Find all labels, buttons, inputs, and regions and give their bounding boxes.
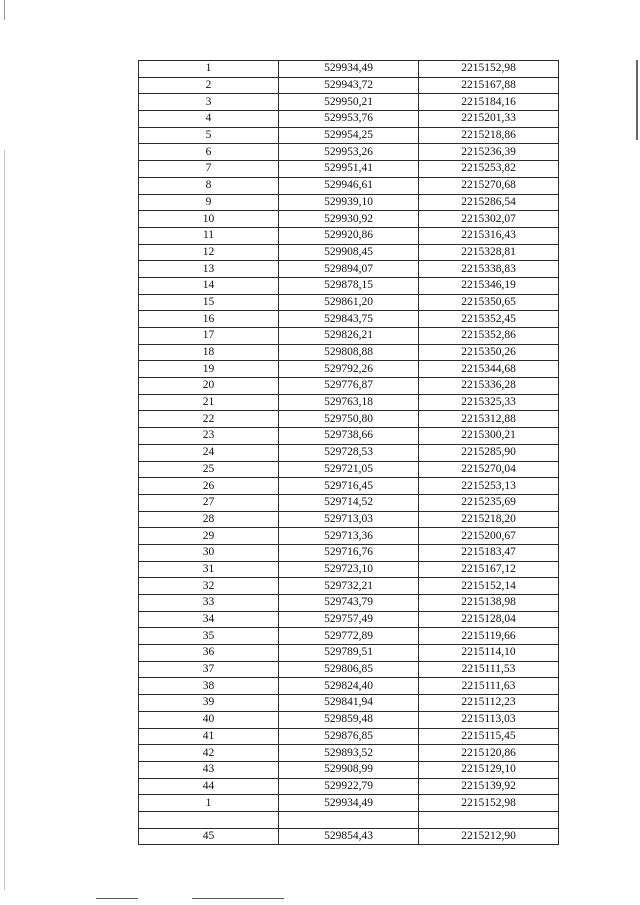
table-row bbox=[139, 177, 559, 194]
y-coordinate-cell: 2215338,83 bbox=[419, 261, 559, 278]
y-coordinate-cell: 2215119,66 bbox=[419, 628, 559, 645]
table-row bbox=[139, 461, 559, 478]
y-coordinate-cell: 2215138,98 bbox=[419, 595, 559, 612]
point-number-cell: 45 bbox=[139, 828, 279, 845]
empty-cell bbox=[279, 811, 419, 828]
table-row bbox=[139, 778, 559, 795]
point-number-cell: 5 bbox=[139, 127, 279, 144]
point-number-cell: 17 bbox=[139, 328, 279, 345]
point-number-cell: 16 bbox=[139, 311, 279, 328]
x-coordinate-cell: 529824,40 bbox=[279, 678, 419, 695]
y-coordinate-cell: 2215285,90 bbox=[419, 444, 559, 461]
point-number-cell: 40 bbox=[139, 711, 279, 728]
table-row bbox=[139, 378, 559, 395]
table-row bbox=[139, 311, 559, 328]
table-row bbox=[139, 544, 559, 561]
scan-edge-mark bbox=[4, 0, 5, 20]
empty-cell bbox=[419, 811, 559, 828]
point-number-cell: 37 bbox=[139, 661, 279, 678]
y-coordinate-cell: 2215128,04 bbox=[419, 611, 559, 628]
point-number-cell: 33 bbox=[139, 595, 279, 612]
y-coordinate-cell: 2215139,92 bbox=[419, 778, 559, 795]
y-coordinate-cell: 2215312,88 bbox=[419, 411, 559, 428]
x-coordinate-cell: 529713,03 bbox=[279, 511, 419, 528]
y-coordinate-cell: 2215325,33 bbox=[419, 394, 559, 411]
y-coordinate-cell: 2215120,86 bbox=[419, 745, 559, 762]
table-row bbox=[139, 428, 559, 445]
x-coordinate-cell: 529946,61 bbox=[279, 177, 419, 194]
y-coordinate-cell: 2215152,14 bbox=[419, 578, 559, 595]
table-row bbox=[139, 328, 559, 345]
y-coordinate-cell: 2215112,23 bbox=[419, 695, 559, 712]
signature-line bbox=[96, 898, 138, 899]
table-row bbox=[139, 711, 559, 728]
x-coordinate-cell: 529750,80 bbox=[279, 411, 419, 428]
table-row bbox=[139, 745, 559, 762]
x-coordinate-cell: 529808,88 bbox=[279, 344, 419, 361]
y-coordinate-cell: 2215352,45 bbox=[419, 311, 559, 328]
point-number-cell: 21 bbox=[139, 394, 279, 411]
table-row bbox=[139, 444, 559, 461]
table-row bbox=[139, 344, 559, 361]
table-row bbox=[139, 361, 559, 378]
x-coordinate-cell: 529716,76 bbox=[279, 544, 419, 561]
table-row bbox=[139, 578, 559, 595]
x-coordinate-cell: 529893,52 bbox=[279, 745, 419, 762]
point-number-cell: 31 bbox=[139, 561, 279, 578]
point-number-cell: 39 bbox=[139, 695, 279, 712]
point-number-cell: 28 bbox=[139, 511, 279, 528]
y-coordinate-cell: 2215167,88 bbox=[419, 77, 559, 94]
y-coordinate-cell: 2215212,90 bbox=[419, 828, 559, 845]
scan-edge-mark bbox=[636, 60, 638, 140]
table-row bbox=[139, 244, 559, 261]
table-row bbox=[139, 77, 559, 94]
table-row-empty bbox=[139, 811, 559, 828]
y-coordinate-cell: 2215336,28 bbox=[419, 378, 559, 395]
table-row bbox=[139, 194, 559, 211]
x-coordinate-cell: 529713,36 bbox=[279, 528, 419, 545]
table-row bbox=[139, 127, 559, 144]
table-row bbox=[139, 611, 559, 628]
x-coordinate-cell: 529714,52 bbox=[279, 494, 419, 511]
point-number-cell: 4 bbox=[139, 111, 279, 128]
point-number-cell: 41 bbox=[139, 728, 279, 745]
x-coordinate-cell: 529806,85 bbox=[279, 661, 419, 678]
point-number-cell: 14 bbox=[139, 277, 279, 294]
table-row bbox=[139, 394, 559, 411]
table-row bbox=[139, 61, 559, 78]
point-number-cell: 13 bbox=[139, 261, 279, 278]
table-row bbox=[139, 294, 559, 311]
point-number-cell: 42 bbox=[139, 745, 279, 762]
y-coordinate-cell: 2215350,65 bbox=[419, 294, 559, 311]
y-coordinate-cell: 2215270,68 bbox=[419, 177, 559, 194]
table-row bbox=[139, 411, 559, 428]
point-number-cell: 25 bbox=[139, 461, 279, 478]
point-number-cell: 23 bbox=[139, 428, 279, 445]
x-coordinate-cell: 529757,49 bbox=[279, 611, 419, 628]
table-row bbox=[139, 478, 559, 495]
x-coordinate-cell: 529841,94 bbox=[279, 695, 419, 712]
x-coordinate-cell: 529743,79 bbox=[279, 595, 419, 612]
table-row bbox=[139, 144, 559, 161]
x-coordinate-cell: 529950,21 bbox=[279, 94, 419, 111]
point-number-cell: 8 bbox=[139, 177, 279, 194]
point-number-cell: 36 bbox=[139, 645, 279, 662]
y-coordinate-cell: 2215113,03 bbox=[419, 711, 559, 728]
x-coordinate-cell: 529954,25 bbox=[279, 127, 419, 144]
x-coordinate-cell: 529776,87 bbox=[279, 378, 419, 395]
y-coordinate-cell: 2215352,86 bbox=[419, 328, 559, 345]
x-coordinate-cell: 529826,21 bbox=[279, 328, 419, 345]
point-number-cell: 32 bbox=[139, 578, 279, 595]
y-coordinate-cell: 2215201,33 bbox=[419, 111, 559, 128]
x-coordinate-cell: 529772,89 bbox=[279, 628, 419, 645]
x-coordinate-cell: 529738,66 bbox=[279, 428, 419, 445]
table-row bbox=[139, 94, 559, 111]
y-coordinate-cell: 2215167,12 bbox=[419, 561, 559, 578]
point-number-cell: 43 bbox=[139, 761, 279, 778]
y-coordinate-cell: 2215200,67 bbox=[419, 528, 559, 545]
y-coordinate-cell: 2215346,19 bbox=[419, 277, 559, 294]
table-row bbox=[139, 528, 559, 545]
table-row bbox=[139, 161, 559, 178]
x-coordinate-cell: 529894,07 bbox=[279, 261, 419, 278]
x-coordinate-cell: 529922,79 bbox=[279, 778, 419, 795]
x-coordinate-cell: 529908,99 bbox=[279, 761, 419, 778]
table-row bbox=[139, 678, 559, 695]
y-coordinate-cell: 2215152,98 bbox=[419, 795, 559, 812]
table-row bbox=[139, 728, 559, 745]
x-coordinate-cell: 529908,45 bbox=[279, 244, 419, 261]
table-row bbox=[139, 661, 559, 678]
point-number-cell: 3 bbox=[139, 94, 279, 111]
y-coordinate-cell: 2215286,54 bbox=[419, 194, 559, 211]
y-coordinate-cell: 2215114,10 bbox=[419, 645, 559, 662]
point-number-cell: 29 bbox=[139, 528, 279, 545]
table-row bbox=[139, 511, 559, 528]
table-row bbox=[139, 211, 559, 228]
point-number-cell: 10 bbox=[139, 211, 279, 228]
point-number-cell: 7 bbox=[139, 161, 279, 178]
x-coordinate-cell: 529939,10 bbox=[279, 194, 419, 211]
table-row bbox=[139, 645, 559, 662]
y-coordinate-cell: 2215316,43 bbox=[419, 227, 559, 244]
x-coordinate-cell: 529953,26 bbox=[279, 144, 419, 161]
coordinates-table-body bbox=[139, 61, 559, 845]
scan-edge-mark bbox=[4, 150, 5, 890]
y-coordinate-cell: 2215253,13 bbox=[419, 478, 559, 495]
x-coordinate-cell: 529854,43 bbox=[279, 828, 419, 845]
point-number-cell: 34 bbox=[139, 611, 279, 628]
y-coordinate-cell: 2215218,86 bbox=[419, 127, 559, 144]
y-coordinate-cell: 2215235,69 bbox=[419, 494, 559, 511]
x-coordinate-cell: 529951,41 bbox=[279, 161, 419, 178]
signature-line bbox=[192, 898, 284, 899]
y-coordinate-cell: 2215302,07 bbox=[419, 211, 559, 228]
y-coordinate-cell: 2215350,26 bbox=[419, 344, 559, 361]
table-row bbox=[139, 695, 559, 712]
table-row bbox=[139, 561, 559, 578]
table-row bbox=[139, 277, 559, 294]
x-coordinate-cell: 529930,92 bbox=[279, 211, 419, 228]
table-row bbox=[139, 628, 559, 645]
point-number-cell: 15 bbox=[139, 294, 279, 311]
y-coordinate-cell: 2215270,04 bbox=[419, 461, 559, 478]
x-coordinate-cell: 529876,85 bbox=[279, 728, 419, 745]
x-coordinate-cell: 529843,75 bbox=[279, 311, 419, 328]
x-coordinate-cell: 529789,51 bbox=[279, 645, 419, 662]
coordinates-table bbox=[138, 60, 559, 845]
point-number-cell: 1 bbox=[139, 61, 279, 78]
x-coordinate-cell: 529953,76 bbox=[279, 111, 419, 128]
table-row bbox=[139, 795, 559, 812]
point-number-cell: 44 bbox=[139, 778, 279, 795]
x-coordinate-cell: 529920,86 bbox=[279, 227, 419, 244]
y-coordinate-cell: 2215236,39 bbox=[419, 144, 559, 161]
x-coordinate-cell: 529728,53 bbox=[279, 444, 419, 461]
empty-cell bbox=[139, 811, 279, 828]
point-number-cell: 9 bbox=[139, 194, 279, 211]
y-coordinate-cell: 2215184,16 bbox=[419, 94, 559, 111]
x-coordinate-cell: 529763,18 bbox=[279, 394, 419, 411]
table-row bbox=[139, 227, 559, 244]
x-coordinate-cell: 529716,45 bbox=[279, 478, 419, 495]
point-number-cell: 20 bbox=[139, 378, 279, 395]
y-coordinate-cell: 2215115,45 bbox=[419, 728, 559, 745]
point-number-cell: 2 bbox=[139, 77, 279, 94]
x-coordinate-cell: 529943,72 bbox=[279, 77, 419, 94]
table-row bbox=[139, 111, 559, 128]
point-number-cell: 38 bbox=[139, 678, 279, 695]
point-number-cell: 26 bbox=[139, 478, 279, 495]
point-number-cell: 30 bbox=[139, 544, 279, 561]
x-coordinate-cell: 529934,49 bbox=[279, 795, 419, 812]
x-coordinate-cell: 529878,15 bbox=[279, 277, 419, 294]
point-number-cell: 19 bbox=[139, 361, 279, 378]
x-coordinate-cell: 529792,26 bbox=[279, 361, 419, 378]
point-number-cell: 12 bbox=[139, 244, 279, 261]
y-coordinate-cell: 2215300,21 bbox=[419, 428, 559, 445]
y-coordinate-cell: 2215111,53 bbox=[419, 661, 559, 678]
x-coordinate-cell: 529723,10 bbox=[279, 561, 419, 578]
y-coordinate-cell: 2215253,82 bbox=[419, 161, 559, 178]
point-number-cell: 1 bbox=[139, 795, 279, 812]
point-number-cell: 11 bbox=[139, 227, 279, 244]
point-number-cell: 35 bbox=[139, 628, 279, 645]
y-coordinate-cell: 2215344,68 bbox=[419, 361, 559, 378]
table-row bbox=[139, 595, 559, 612]
y-coordinate-cell: 2215111,63 bbox=[419, 678, 559, 695]
y-coordinate-cell: 2215218,20 bbox=[419, 511, 559, 528]
point-number-cell: 27 bbox=[139, 494, 279, 511]
y-coordinate-cell: 2215328,81 bbox=[419, 244, 559, 261]
x-coordinate-cell: 529859,48 bbox=[279, 711, 419, 728]
point-number-cell: 22 bbox=[139, 411, 279, 428]
table-row bbox=[139, 494, 559, 511]
x-coordinate-cell: 529732,21 bbox=[279, 578, 419, 595]
point-number-cell: 24 bbox=[139, 444, 279, 461]
x-coordinate-cell: 529861,20 bbox=[279, 294, 419, 311]
table-row bbox=[139, 761, 559, 778]
point-number-cell: 6 bbox=[139, 144, 279, 161]
y-coordinate-cell: 2215152,98 bbox=[419, 61, 559, 78]
table-row bbox=[139, 261, 559, 278]
table-row bbox=[139, 828, 559, 845]
y-coordinate-cell: 2215183,47 bbox=[419, 544, 559, 561]
x-coordinate-cell: 529721,05 bbox=[279, 461, 419, 478]
x-coordinate-cell: 529934,49 bbox=[279, 61, 419, 78]
y-coordinate-cell: 2215129,10 bbox=[419, 761, 559, 778]
point-number-cell: 18 bbox=[139, 344, 279, 361]
